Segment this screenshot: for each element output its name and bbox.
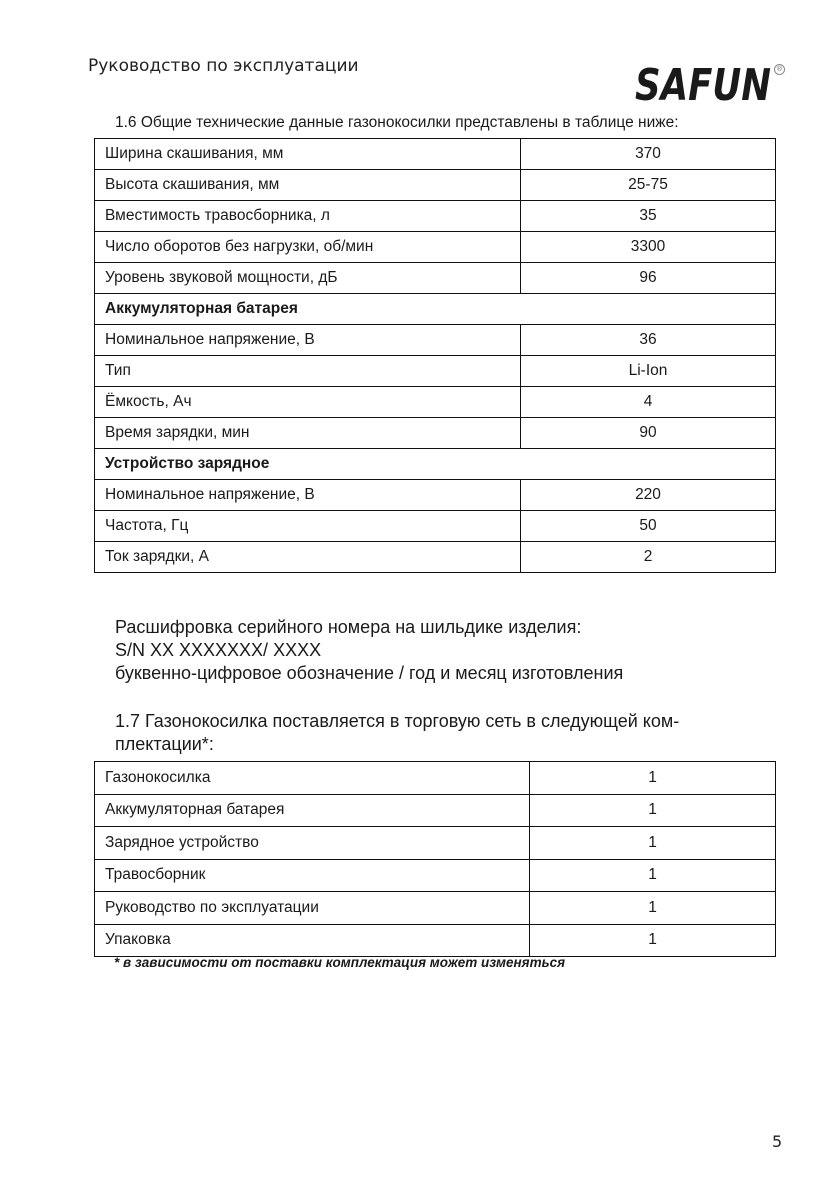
kit-item-quantity: 1 — [530, 762, 776, 795]
spec-label: Частота, Гц — [95, 511, 521, 542]
kit-row — [95, 892, 776, 925]
spec-row — [95, 387, 776, 418]
spec-value: 370 — [521, 139, 776, 170]
spec-row — [95, 480, 776, 511]
spec-label: Номинальное напряжение, В — [95, 325, 521, 356]
serial-format: S/N XX XXXXXXX/ XXXX — [115, 640, 322, 660]
logo-text: SAFUN — [635, 60, 771, 106]
serial-description: буквенно-цифровое обозначение / год и месяц изготовления — [115, 663, 624, 683]
kit-item-label: Травосборник — [95, 859, 530, 892]
spec-label: Число оборотов без нагрузки, об/мин — [95, 232, 521, 263]
spec-label: Высота скашивания, мм — [95, 170, 521, 201]
spec-section-row — [95, 294, 776, 325]
kit-item-quantity: 1 — [530, 859, 776, 892]
kit-table — [94, 761, 776, 957]
page-number: 5 — [772, 1132, 783, 1151]
kit-row — [95, 794, 776, 827]
spec-value: 2 — [521, 542, 776, 573]
kit-item-quantity: 1 — [530, 827, 776, 860]
spec-row — [95, 201, 776, 232]
kit-item-label: Руководство по эксплуатации — [95, 892, 530, 925]
kit-item-label: Упаковка — [95, 924, 530, 957]
kit-intro-line1: 1.7 Газонокосилка поставляется в торговую сеть в следующей ком- — [115, 711, 680, 731]
kit-row — [95, 762, 776, 795]
kit-item-label: Газонокосилка — [95, 762, 530, 795]
spec-section-row — [95, 449, 776, 480]
spec-label: Время зарядки, мин — [95, 418, 521, 449]
spec-value: 3300 — [521, 232, 776, 263]
kit-item-quantity: 1 — [530, 892, 776, 925]
kit-item-label: Аккумуляторная батарея — [95, 794, 530, 827]
kit-footnote: * в зависимости от поставки комплектация может изменяться — [114, 955, 566, 970]
spec-row — [95, 418, 776, 449]
spec-row — [95, 170, 776, 201]
spec-table — [94, 138, 776, 573]
spec-label: Уровень звуковой мощности, дБ — [95, 263, 521, 294]
spec-row — [95, 542, 776, 573]
page-header-title: Руководство по эксплуатации — [88, 56, 359, 76]
kit-item-label: Зарядное устройство — [95, 827, 530, 860]
spec-label: Тип — [95, 356, 521, 387]
spec-row — [95, 511, 776, 542]
kit-intro — [115, 710, 765, 756]
spec-row — [95, 263, 776, 294]
safun-logo — [633, 58, 783, 106]
kit-row — [95, 859, 776, 892]
spec-intro: 1.6 Общие технические данные газонокосилки представлены в таблице ниже: — [115, 114, 679, 131]
spec-row — [95, 356, 776, 387]
spec-row — [95, 232, 776, 263]
spec-value: 25-75 — [521, 170, 776, 201]
spec-value: Li-Ion — [521, 356, 776, 387]
spec-value: 4 — [521, 387, 776, 418]
spec-value: 35 — [521, 201, 776, 232]
registered-trademark-icon: ® — [774, 64, 785, 75]
kit-intro-line2: плектации*: — [115, 734, 214, 754]
kit-row — [95, 827, 776, 860]
spec-section-title: Устройство зарядное — [95, 449, 776, 480]
spec-label: Ширина скашивания, мм — [95, 139, 521, 170]
kit-row — [95, 924, 776, 957]
serial-number-block — [115, 616, 623, 685]
spec-section-title: Аккумуляторная батарея — [95, 294, 776, 325]
spec-label: Ёмкость, Ач — [95, 387, 521, 418]
spec-row — [95, 325, 776, 356]
spec-value: 220 — [521, 480, 776, 511]
spec-label: Вместимость травосборника, л — [95, 201, 521, 232]
spec-value: 90 — [521, 418, 776, 449]
spec-row — [95, 139, 776, 170]
spec-label: Номинальное напряжение, В — [95, 480, 521, 511]
kit-item-quantity: 1 — [530, 794, 776, 827]
spec-label: Ток зарядки, А — [95, 542, 521, 573]
spec-value: 96 — [521, 263, 776, 294]
kit-item-quantity: 1 — [530, 924, 776, 957]
serial-heading: Расшифровка серийного номера на шильдике изделия: — [115, 617, 582, 637]
spec-value: 36 — [521, 325, 776, 356]
spec-value: 50 — [521, 511, 776, 542]
